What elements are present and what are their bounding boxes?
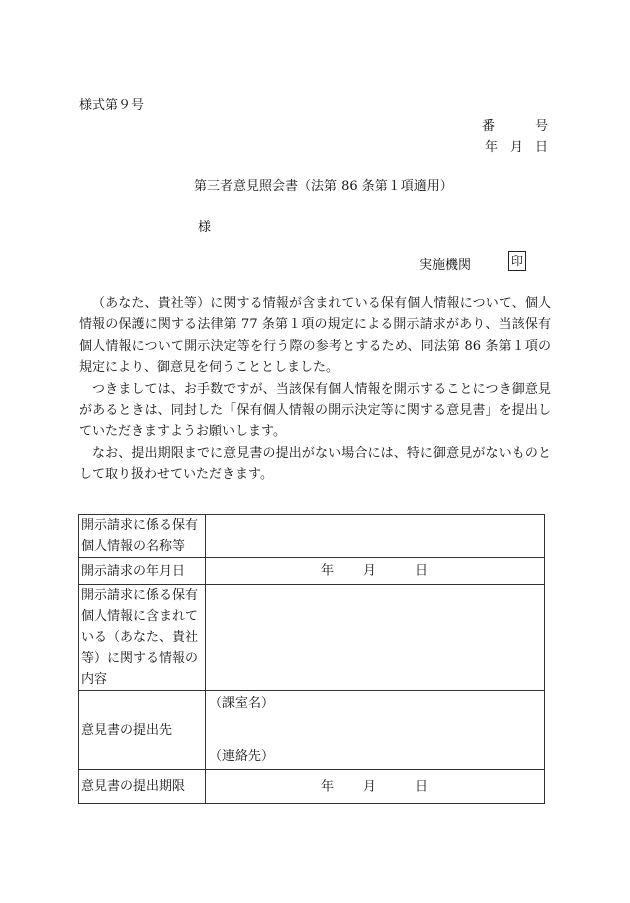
- info-name-value[interactable]: [206, 515, 545, 558]
- date-day-label: 日: [534, 140, 548, 155]
- row-label-info-name: 開示請求に係る保有個人情報の名称等: [79, 515, 206, 558]
- seal-mark: 印: [508, 251, 526, 271]
- info-table: [78, 514, 545, 804]
- body-paragraph: つきましては、お手数ですが、当該保有個人情報を開示することにつき御意見があるときは、同封した「保有個人情報の開示決定等に関する意見書」を提出していただきますようお願いします。: [79, 381, 551, 440]
- table-row: [79, 770, 545, 804]
- body-paragraph: （あなた、貴社等）に関する情報が含まれている保有個人情報について、個人情報の保護に関する法律第 77 条第１項の規定による開示請求があり、当該保有個人情報について開示決定等を行う際の参考とするため、同法第 86 条第１項の規定により、御意見を伺うこととしました。: [79, 296, 551, 376]
- form-number: 様式第９号: [79, 98, 145, 113]
- addressee-suffix: 様: [198, 220, 212, 235]
- submission-deadline-value[interactable]: [206, 770, 545, 804]
- table-row: [79, 515, 545, 558]
- office-name-label: （課室名）: [209, 696, 275, 711]
- row-label-info-content: 開示請求に係る保有個人情報に含まれている（あなた、貴社等）に関する情報の内容: [79, 585, 206, 691]
- issuer-label: 実施機関: [419, 258, 472, 273]
- number-ban-label: 番: [481, 119, 495, 134]
- table-row: [79, 691, 545, 770]
- request-date-value[interactable]: [206, 558, 545, 585]
- deadline-year: 年: [321, 779, 335, 794]
- row-label-request-date: 開示請求の年月日: [79, 558, 206, 585]
- document-title: 第三者意見照会書（法第 86 条第１項適用）: [194, 179, 453, 194]
- table-row: [79, 558, 545, 585]
- table-row: [79, 585, 545, 691]
- row-label-submission-deadline: 意見書の提出期限: [79, 770, 206, 804]
- request-date-day: 日: [415, 563, 429, 579]
- contact-label: （連絡先）: [209, 749, 275, 764]
- number-go-label: 号: [534, 119, 548, 134]
- date-year-label: 年: [484, 140, 498, 155]
- document-number-line: [482, 116, 548, 137]
- date-month-label: 月: [509, 140, 523, 155]
- request-date-year: 年: [321, 563, 335, 579]
- info-content-value[interactable]: [206, 585, 545, 691]
- number-date-block: [482, 116, 548, 158]
- row-label-submission-destination: 意見書の提出先: [79, 691, 206, 770]
- body-text: [79, 293, 551, 486]
- deadline-day: 日: [415, 779, 429, 794]
- deadline-month: 月: [363, 779, 377, 794]
- submission-destination-value[interactable]: [206, 691, 545, 770]
- request-date-month: 月: [363, 563, 377, 579]
- body-paragraph: なお、提出期限までに意見書の提出がない場合には、特に御意見がないものとして取り扱わせていただきます。: [79, 445, 551, 483]
- document-date-line: [482, 137, 548, 158]
